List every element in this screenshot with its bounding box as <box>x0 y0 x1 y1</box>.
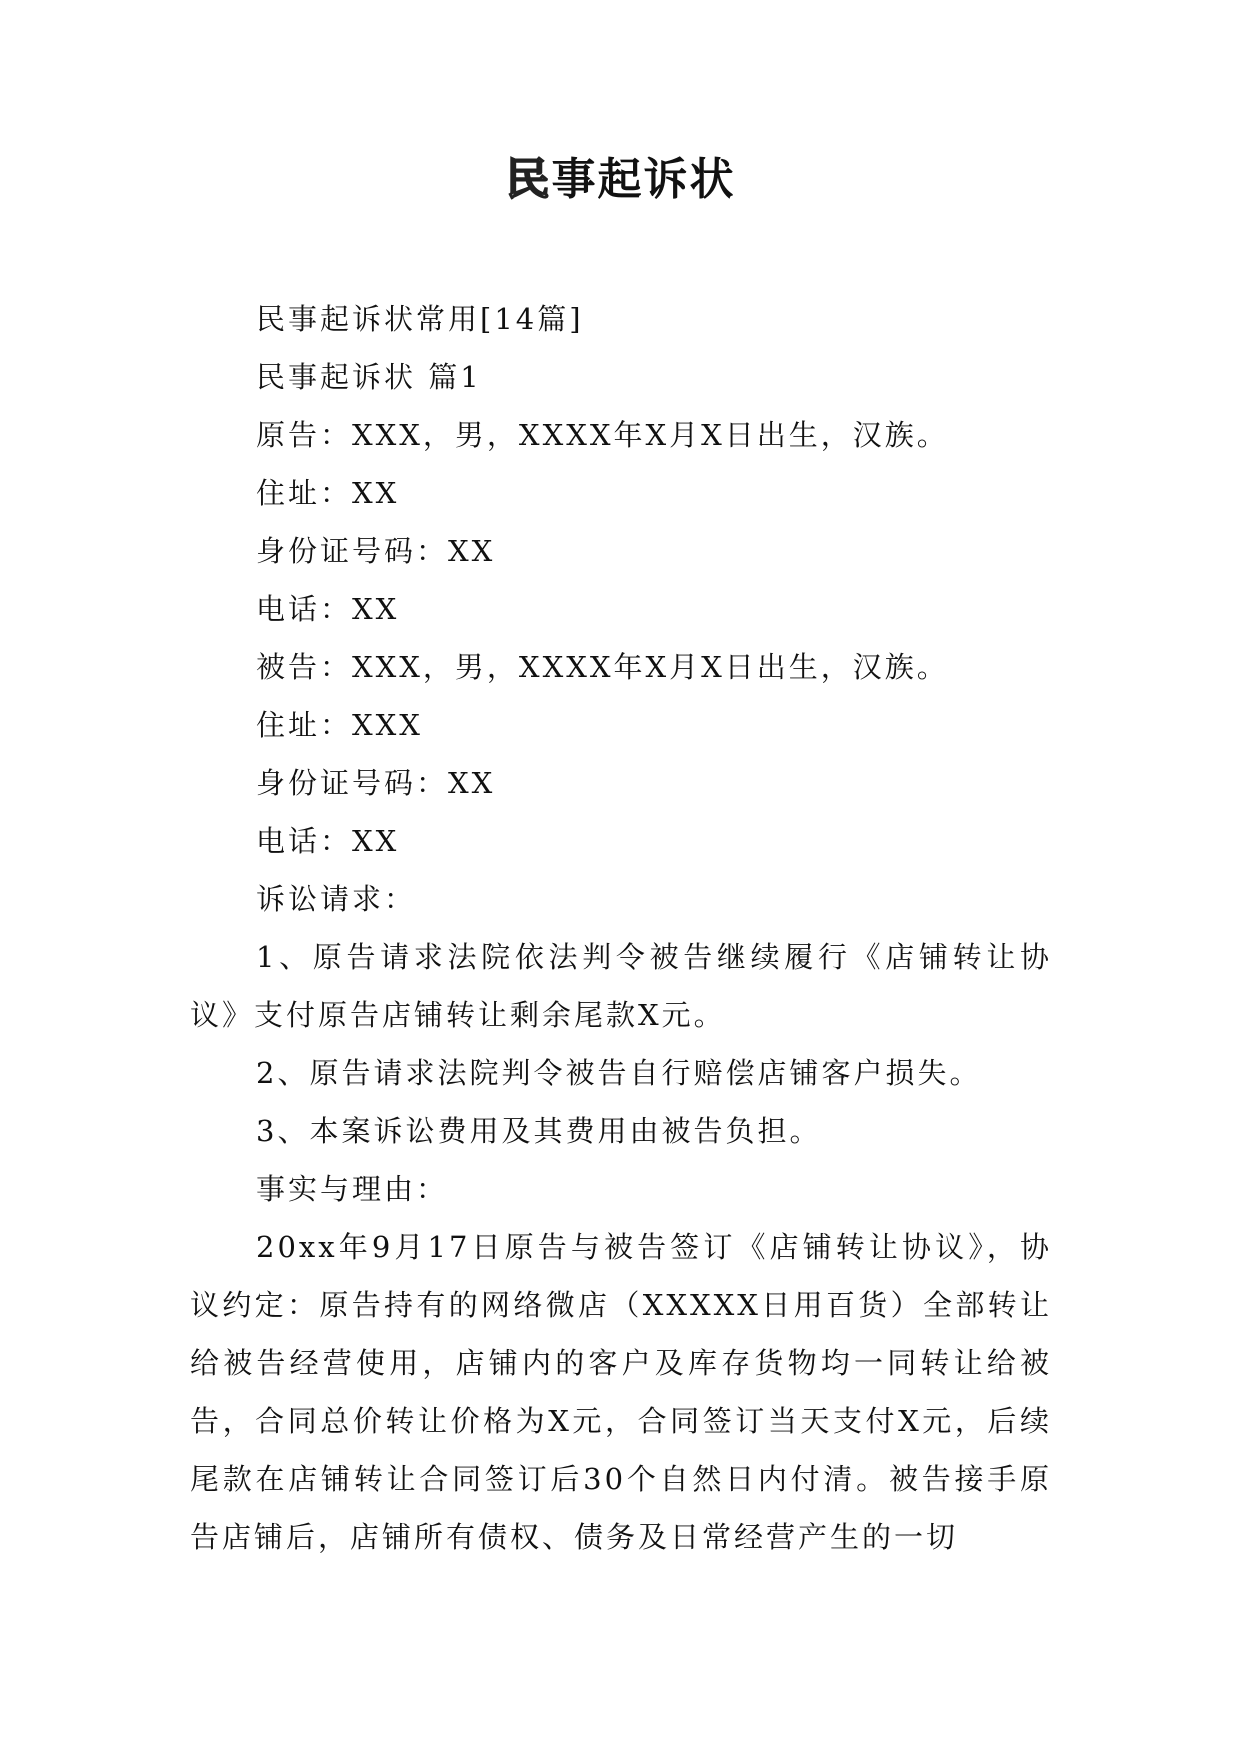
title-rest: 事起诉状 <box>551 154 736 205</box>
paragraph-facts-body: 20xx年9月17日原告与被告签订《店铺转让协议》，协议约定：原告持有的网络微店（XXXXX日用百货）全部转让给被告经营使用，店铺内的客户及库存货物均一同转让给被告，合同总价转让价格为X元，合同签订当天支付X元，后续尾款在店铺转让合同签订后30个自然日内付清。被告接手原告店铺后，店铺所有债权、债务及日常经营产生的一切 <box>190 1230 1052 1554</box>
paragraph-defendant-address: 住址：XXX <box>256 708 423 742</box>
paragraph-plaintiff: 原告：XXX，男，XXXX年X月X日出生，汉族。 <box>256 418 949 452</box>
paragraph-defendant-phone: 电话：XX <box>256 824 400 858</box>
paragraph-plaintiff-id: 身份证号码：XX <box>256 534 496 568</box>
paragraph-section-heading: 民事起诉状 篇1 <box>256 360 482 394</box>
paragraph-claim-2: 2、原告请求法院判令被告自行赔偿店铺客户损失。 <box>256 1056 982 1090</box>
paragraph-claim-1: 1、原告请求法院依法判令被告继续履行《店铺转让协议》支付原告店铺转让剩余尾款X元。 <box>190 940 1052 1032</box>
paragraph-claims-heading: 诉讼请求： <box>256 882 417 916</box>
paragraph-facts-heading: 事实与理由： <box>256 1172 449 1206</box>
paragraph-defendant-id: 身份证号码：XX <box>256 766 496 800</box>
paragraph-defendant: 被告：XXX，男，XXXX年X月X日出生，汉族。 <box>256 650 949 684</box>
paragraph-plaintiff-address: 住址：XX <box>256 476 400 510</box>
document-title <box>0 150 1241 210</box>
paragraph-claim-3: 3、本案诉讼费用及其费用由被告负担。 <box>256 1114 822 1148</box>
paragraph-plaintiff-phone: 电话：XX <box>256 592 400 626</box>
document-body <box>190 290 1052 1566</box>
title-first-char: 民 <box>505 154 552 205</box>
paragraph-subtitle: 民事起诉状常用[14篇] <box>256 302 584 336</box>
